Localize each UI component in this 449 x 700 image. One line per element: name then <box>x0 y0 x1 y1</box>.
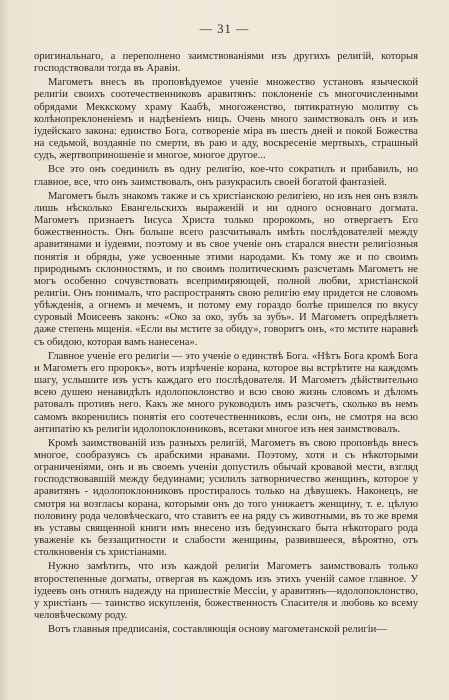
paragraph: Магометъ внесъ въ проповѣдуемое ученіе множество установъ языческой религіи своихъ соотечественниковъ аравитянъ: поклоненіе съ многочисленными обрядами Меккскому храму Каабѣ, многоженство, пятикратную молитву съ колѣнопреклоненіемъ и надѣеніемъ ницъ. Очень много заимствовалъ онъ и изъ іудейскаго закона: единство Бога, сотвореніе міра въ шесть дней и покой Божества на седьмой, воздаяніе по смерти, въ раю и аду, воскресеніе мертвыхъ, страшный судъ, жертвоприношеніе и многое, многое другое... <box>34 77 418 162</box>
paragraph: Магометъ былъ знакомъ также и съ христіанскою религіею, но изъ нея онъ взялъ лишь нѣсколько Евангельскихъ выраженій и ни одного основнаго догмата. Магометъ признаетъ Іисуса Христа только пророкомъ, но отвергаетъ Его божественность. Онъ больше всего разсчитывалъ имѣть послѣдователей между аравитянами и іудеями, поэтому и въ свое ученіе онъ старался внести религіозныя понятія и обряды, уже усвоенные этими народами. Къ тому же и по своимъ природнымъ склонностямъ, и по своимъ политическимъ разсчетамъ Магометъ не могъ особенно сочувствовать всепримиряющей, полной любви, христіанской религіи. Онъ понималъ, что распространять свою религію ему придется не словомъ убѣжденія, а огнемъ и мечемъ, и потому ему гораздо болѣе пришелся по вкусу суровый Моисеевъ законъ: «Око за око, зубъ за зубъ». И Магометъ опредѣляетъ даже степень мщенія. «Если вы мстите за обиду», говоритъ онъ, «то мстите наравнѣ съ обидою, которая вамъ нанесена». <box>34 190 418 348</box>
paragraph: Вотъ главныя предписанія, составляющія основу магометанской религіи— <box>48 624 387 636</box>
paragraph: Нужно замѣтить, что изъ каждой религіи Магометъ заимствовалъ только второстепенные догматы, отвергая въ каждомъ изъ этихъ ученій самое главное. У іудеевъ онъ отнялъ надежду на пришествіе Мессіи, у аравитянъ—идолопоклонство, у христіанъ — таинство искупленія, божественность Спасителя и любовь ко всему человѣческому роду. <box>34 561 418 622</box>
paragraph: Все это онъ соединилъ въ одну религію, кое-что сократилъ и прибавилъ, но главное, все, что онъ заимствовалъ, онъ разукрасилъ своей богатой фантазіей. <box>34 164 418 188</box>
page-number: — 31 — <box>199 22 250 36</box>
paragraph: Кромѣ заимствованій изъ разныхъ религій, Магометъ въ свою проповѣдь внесъ многое, сообразуясь съ арабскими нравами. Поэтому, хотя и съ нѣкоторыми ограниченіями, онъ и въ своемъ ученіи допустилъ обычай кровавой мести, взгляд господствовавшій между бедуинами; усилилъ затворничество женщинъ, которое у аравитянъ - идолопоклонниковъ простиралось только на дѣвушекъ. Наконецъ, не смотря на возгласы корана, которыми онъ до того унижаетъ женщину, т. е. цѣлую половину рода человѣческаго, что ставитъ ее на ряду съ животными, въ то же время въ уставы священной книги имъ внесено изъ бедуинскаго быта нѣкотораго рода уваженіе къ беззащитности и слабости женщины, развившееся, вѣроятно, отъ столкновенія съ христіанами. <box>34 437 418 559</box>
paragraph: Главное ученіе его религіи — это ученіе о единствѣ Бога. «Нѣтъ Бога кромѣ Бога и Магометъ его пророкъ», вотъ изрѣченіе корана, которое вы встрѣтите на каждомъ шагу, услышите изъ устъ каждаго его послѣдователя. И Магометъ дѣйствительно всею душею ненавидѣлъ идолопоклонство и всю свою жизнь словомъ и дѣломъ ратовалъ противъ него. Какъ же много руководилъ имъ разсчетъ, сколько въ немъ самомъ вкоренились понятія его соотечественниковъ, если онъ, не смотря на всю антипатію къ религіи идолопоклонниковъ, всетаки многое изъ нея заимствовалъ. <box>34 350 418 435</box>
page-body <box>34 51 418 638</box>
paragraph: оригинальнаго, а переполнено заимствованіями изъ другихъ религій, которыя господствовали тогда въ Аравіи. <box>34 51 418 75</box>
